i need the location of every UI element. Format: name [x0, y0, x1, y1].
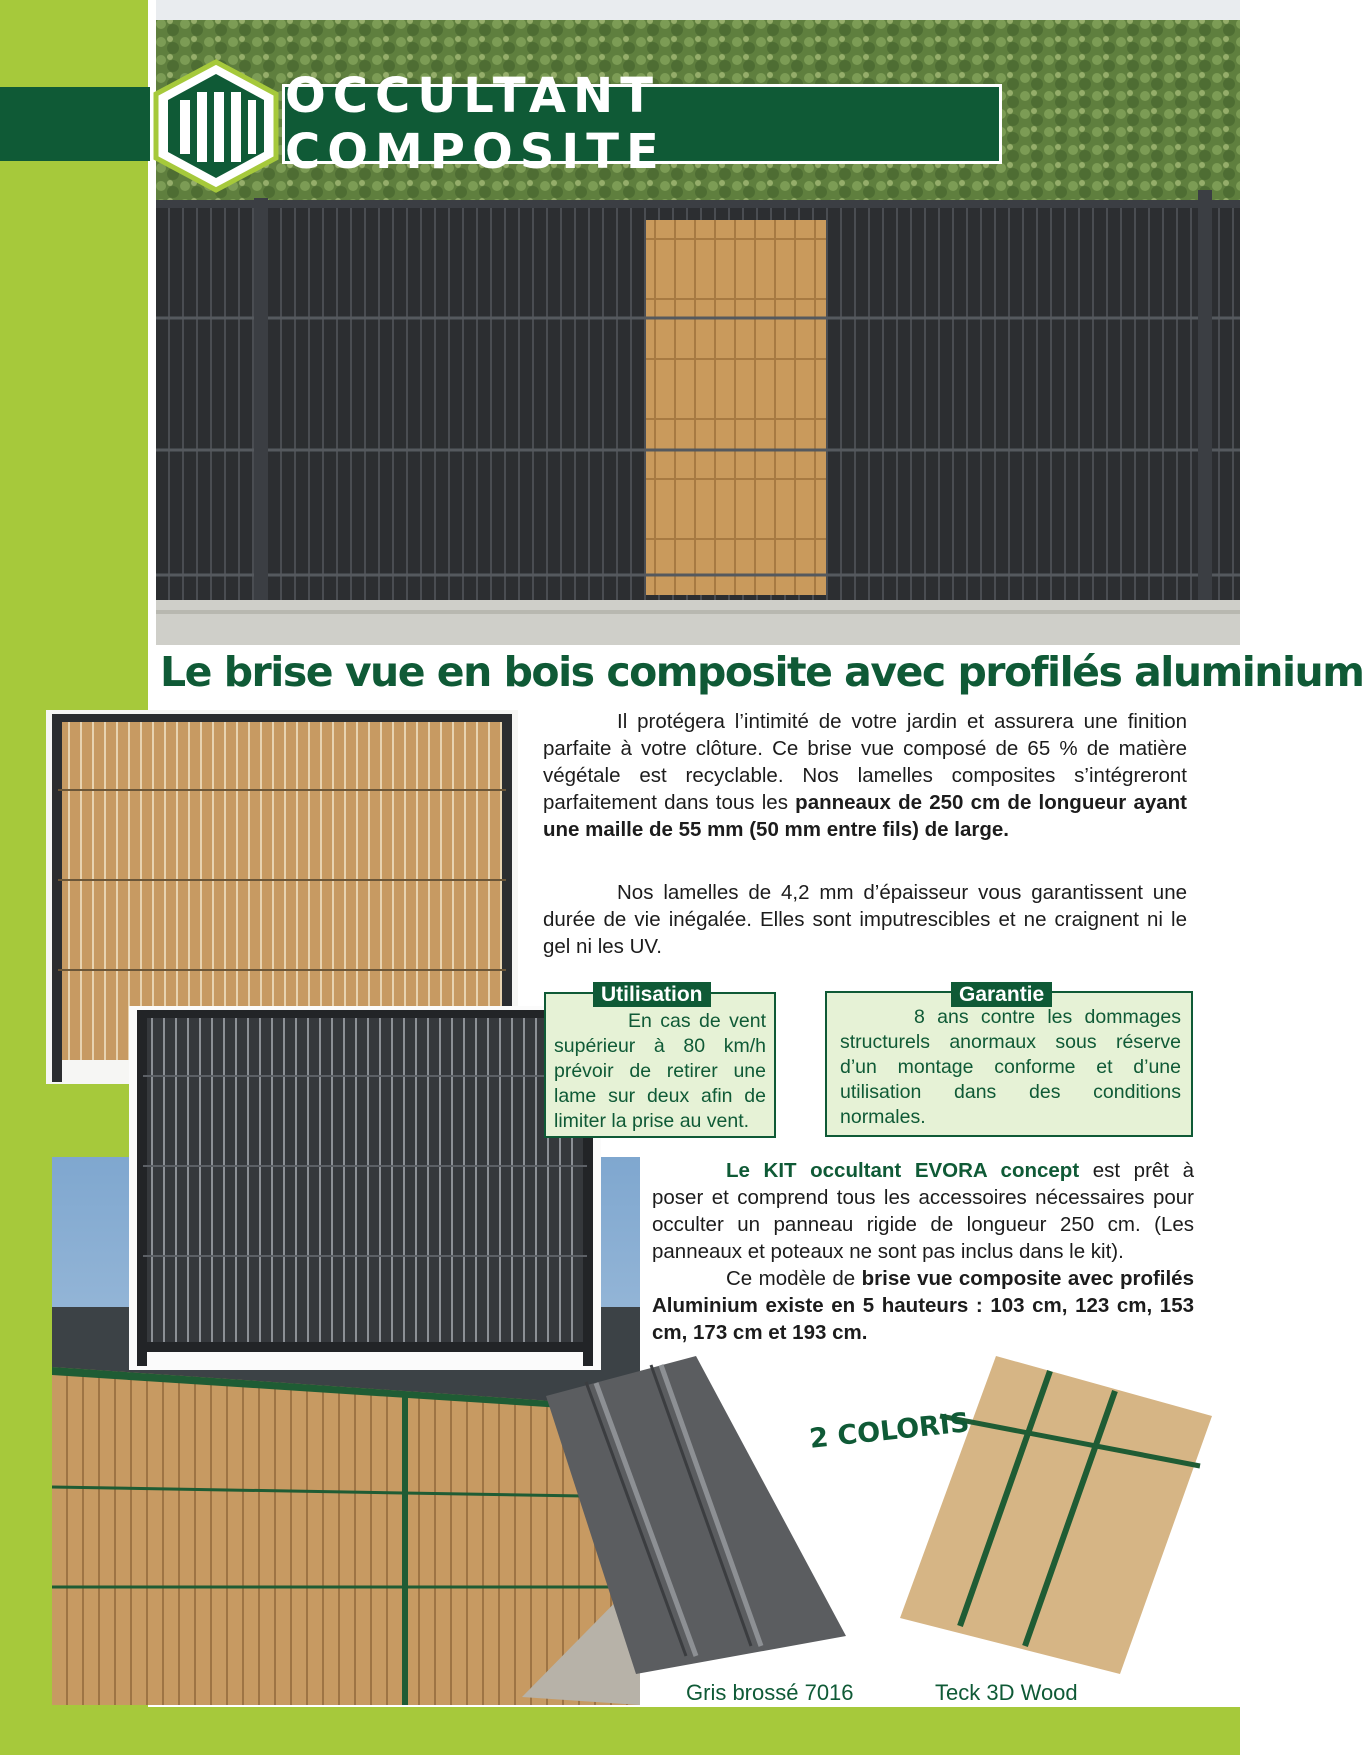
bottom-color-band [0, 1707, 1240, 1755]
lamelles-text: Nos lamelles de 4,2 mm d’épaisseur vous garantissent une durée de vie inégalée. Elles sont imputrescibles et ne craignent ni le gel ni les UV. [543, 881, 1187, 958]
garantie-text-content: 8 ans contre les dommages structurels anormaux sous réserve d’un montage conforme et d’une utilisation dans des conditions normales. [840, 1006, 1181, 1128]
kit-bold-text: Le KIT occultant EVORA concept [726, 1159, 1080, 1182]
intro-text: Il protégera l’intimité de votre jardin et assurera une finition parfaite à votre clôture. Ce brise vue composé de 65 % de matière végétale est recyclable. Nos lamelles composites s’intégreront parfaitement dans tous les [543, 710, 1187, 814]
garantie-label: Garantie [951, 982, 1052, 1007]
teak-swatch-photo [900, 1356, 1212, 1674]
model-intro-text: Ce modèle de [726, 1267, 862, 1290]
lamelles-paragraph [543, 879, 1187, 960]
grey-swatch-photo [546, 1356, 846, 1674]
headline: Le brise vue en bois composite avec profilés aluminium [160, 648, 1363, 696]
utilisation-text-content: En cas de vent supérieur à 80 km/h prévoir de retirer une lame sur deux afin de limiter la prise au vent. [554, 1010, 766, 1132]
grey-caption: Gris brossé 7016 [686, 1680, 854, 1705]
model-bold-text: brise vue composite avec profilés Aluminium existe en 5 hauteurs : 103 cm, 123 cm, 153 cm, 173 cm et 193 cm. [652, 1267, 1194, 1344]
kit-text: est prêt à poser et comprend tous les accessoires nécessaires pour occulter un panneau rigide de longueur 250 cm. (Les panneaux et poteaux ne sont pas inclus dans le kit). [652, 1159, 1194, 1263]
intro-bold-text: panneaux de 250 cm de longueur ayant une maille de 55 mm (50 mm entre fils) de large. [543, 791, 1187, 841]
title-bar-left-strip [0, 87, 150, 161]
page-title: OCCULTANT COMPOSITE [282, 84, 1002, 164]
fence-logo-icon [150, 58, 282, 194]
garantie-text [840, 1005, 1181, 1130]
grey-panel-photo [129, 1006, 601, 1370]
kit-paragraph [652, 1157, 1194, 1346]
coloris-title: 2 COLORIS [808, 1407, 971, 1455]
teak-caption: Teck 3D Wood [935, 1680, 1078, 1705]
utilisation-text [554, 1009, 766, 1134]
intro-paragraph [543, 708, 1187, 843]
utilisation-label: Utilisation [593, 982, 711, 1007]
